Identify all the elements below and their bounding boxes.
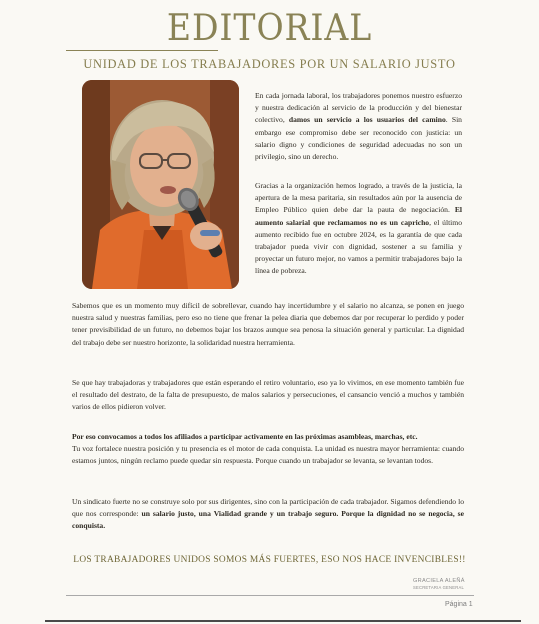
signature-name: GRACIELA ALEÑÁ: [413, 578, 465, 584]
signature-role: SECRETARIA GENERAL: [413, 585, 464, 590]
paragraph-negotiation: Gracias a la organización hemos logrado, a través de la justicia, la apertura de la mesa paritaria, sin resultados aún por la ausencia de Empleo Público quien debe dar la pauta de negociación. El aumento salarial que reclamamos no es un capricho, el último aumento recibido fue en octubre 2024, es la garantía de que cada trabajador pueda vivir con dignidad, sostener a su familia y proyectar un futuro mejor, no vamos a permitir trabajadores bajo la línea de pobreza.: [255, 181, 462, 276]
paragraph-intro: En cada jornada laboral, los trabajadores ponemos nuestro esfuerzo y nuestra dedicación al servicio de la producción y del bienestar colectivo, damos un servicio a los usuarios del camino. Sin embargo ese compromiso debe ser reconocido con justicia: un salario digno y condiciones de seguridad adecuadas no son un privilegio, sino un derecho.: [255, 91, 462, 162]
speaker-photo: [82, 80, 239, 289]
paragraph-voluntary-retirement: Se que hay trabajadoras y trabajadores que están esperando el retiro voluntario, eso ya lo vivimos, en ese momento también fue el resultado del destrato, de la falta de presupuesto, de malos salarios y persecuciones, el cansancio venció a muchos y también varios de ellos pidieron volver.: [72, 378, 464, 412]
paragraph-strong-union: Un sindicato fuerte no se construye solo por sus dirigentes, sino con la participación de cada trabajador. Sigamos defendiendo lo que nos corresponde: un salario justo, una Vialidad grande y un trabajo seguro. Porque la dignidad no se negocia, se conquista.: [72, 497, 464, 531]
title-divider: [66, 50, 218, 51]
paragraph-call-to-action: Por eso convocamos a todos los afiliados a participar activamente en las próximas asambleas, marchas, etc. Tu voz fortalece nuestra posición y tu presencia es el motor de cada conquista. La unidad es nuestra mayor herramienta: cuando estamos juntos, ningún reclamo puede quedar sin respuesta. Porque cuando un trabajador se levanta, se levantan todos.: [72, 432, 464, 466]
footer-divider: [66, 595, 474, 596]
closing-slogan: LOS TRABAJADORES UNIDOS SOMOS MÁS FUERTES, ESO NOS HACE INVENCIBLES!!: [73, 555, 466, 565]
editorial-title: EDITORIAL: [166, 8, 373, 49]
page-number: Página 1: [445, 601, 473, 608]
paragraph-difficult-moment: Sabemos que es un momento muy difícil de sobrellevar, cuando hay incertidumbre y el salario no alcanza, se ponen en juego nuestra salud y nuestras familias, pero eso no tiene que frenar la pelea diaria que debemos dar por recuperar lo perdido y poder tener previsibilidad de un futuro, no debemos bajar los brazos aunque sea penosa la situación general y particular. La dignidad del trabajo debe ser nuestro horizonte, la solidaridad nuestra herramienta.: [72, 301, 464, 347]
page-bottom-border: [45, 620, 521, 622]
article-subtitle: UNIDAD DE LOS TRABAJADORES POR UN SALARIO JUSTO: [83, 57, 456, 71]
